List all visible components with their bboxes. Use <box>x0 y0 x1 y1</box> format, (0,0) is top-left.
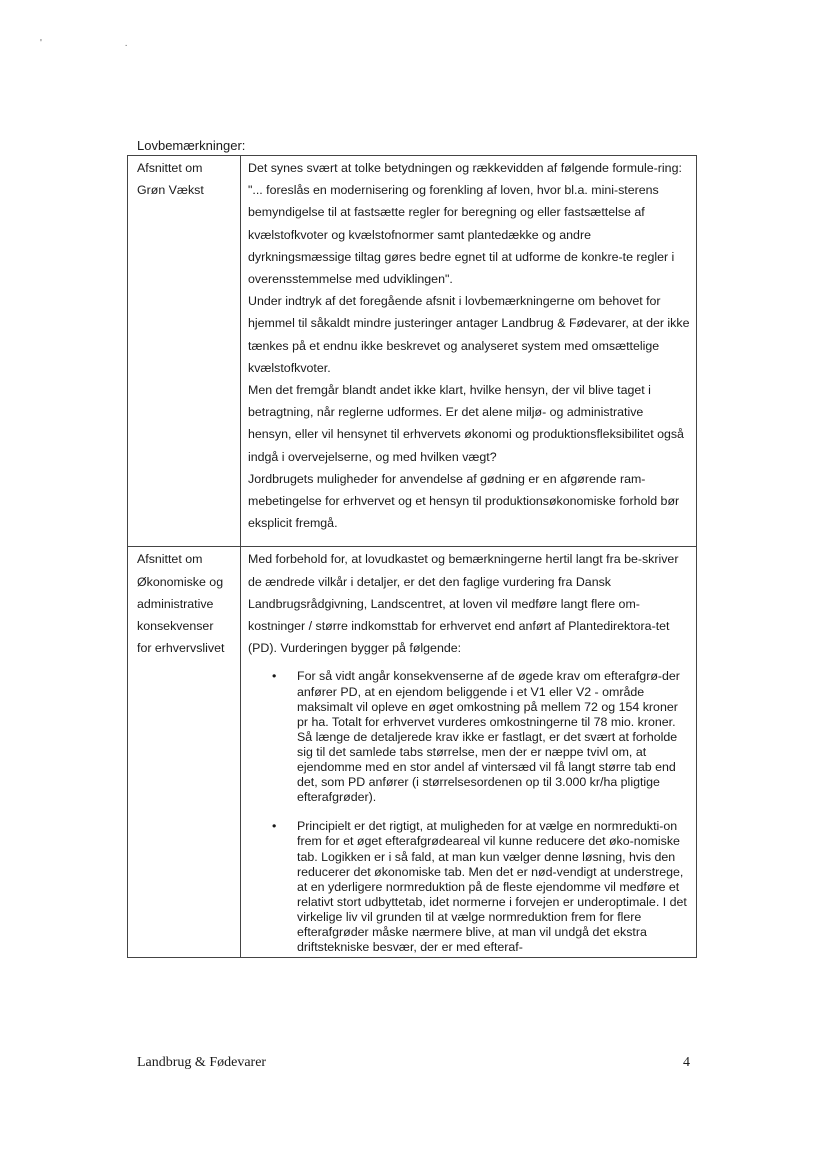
row-label-line: konsekvenser <box>137 619 214 634</box>
row-label-cell <box>128 547 241 958</box>
body-paragraph: Det synes svært at tolke betydningen og rækkevidden af følgende formule-ring: "... foreslås en modernisering og forenkling af loven, hvor bl.a. mini-sterens bemyndigelse til at fastsætte regler for beregning og eller fastsættelse af kvælstofkvoter og kvælstofnormer samt plantedække og andre dyrkningsmæssige tiltag gøres bedre egnet til at udforme de konkre-te regler i overensstemmelse med udviklingen". <box>248 161 682 287</box>
row-label-line: administrative <box>137 596 214 611</box>
bullet-icon: • <box>272 669 277 684</box>
scan-speck-marks: ' . <box>40 38 168 49</box>
row-label-line: Afsnittet om <box>137 552 203 567</box>
row-body-cell <box>241 156 697 547</box>
list-item <box>272 819 690 955</box>
table-row <box>128 547 697 958</box>
list-item-text: For så vidt angår konsekvenserne af de øgede krav om efterafgrø-der anfører PD, at en ejendom beliggende i et V1 eller V2 - område maksimalt vil opleve en øget omkostning på mellem 72 og 154 kroner pr ha. Totalt for erhvervet vurderes omkostningerne til 78 mio. kroner. Så længe de detaljerede krav ikke er fastlagt, er det svært at forholde sig til det samlede tabs størrelse, men der er næppe tvivl om, at ejendomme med en stor andel af vintersæd vil få langt større tab end det, som PD anfører (i størrelsesordenen op til 3.000 kr/ha pligtige efterafgrøder). <box>297 669 680 805</box>
list-item <box>272 669 690 805</box>
row-label-line: Økonomiske og <box>137 574 224 589</box>
row-label-line: Grøn Vækst <box>137 183 204 198</box>
list-item-text: Principielt er det rigtigt, at muligheden for at vælge en normredukti-on frem for et øget efterafgrødeareal vil kunne reducere det øko-nomiske tab. Logikken er i så fald, at man kun vælger denne løsning, hvis den reducerer det økonomiske tab. Men det er nød-vendigt at understrege, at en yderligere normreduktion på de fleste ejendomme vil medføre et relativt stort udbyttetab, idet normerne i forvejen er underoptimale. I det virkelige liv vil grunden til at vælge normreduktion frem for flere efterafgrøder måske nærmere blive, at man vil undgå det ekstra driftstekniske besvær, der er med efteraf- <box>297 819 687 955</box>
row-label-cell <box>128 156 241 547</box>
body-paragraph: Med forbehold for, at lovudkastet og bemærkningerne hertil langt fra be-skriver de ændrede vilkår i detaljer, er det den faglige vurdering fra Dansk Landbrugsrådgivning, Landscentret, at loven vil medføre langt flere om-kostninger / større indkomsttab for erhvervet end anført af Plantedirektora-tet (PD). Vurderingen bygger på følgende: <box>248 552 679 656</box>
bullet-icon: • <box>272 819 277 834</box>
footer-organization: Landbrug & Fødevarer <box>137 1055 267 1070</box>
body-paragraph: Men det fremgår blandt andet ikke klart, hvilke hensyn, der vil blive taget i betragtning, når reglerne udformes. Er det alene miljø- og administrative hensyn, eller vil hensynet til erhvervets økonomi og produktionsfleksibilitet også indgå i overvejelserne, og med hvilken vægt? <box>248 383 684 464</box>
bullet-list <box>248 669 690 955</box>
section-heading: Lovbemærkninger: <box>137 138 246 153</box>
remarks-table <box>127 155 697 958</box>
page-number: 4 <box>683 1055 690 1070</box>
body-paragraph: Under indtryk af det foregående afsnit i lovbemærkningerne om behovet for hjemmel til såkaldt mindre justeringer antager Landbrug & Fødevarer, at der ikke tænkes på et endnu ikke beskrevet og analyseret system med omsættelige kvælstofkvoter. <box>248 294 690 375</box>
table-row <box>128 156 697 547</box>
row-body-cell <box>241 547 697 958</box>
row-label-line: for erhvervslivet <box>137 641 225 656</box>
body-paragraph: Jordbrugets muligheder for anvendelse af gødning er en afgørende ram-mebetingelse for erhvervet og et hensyn til produktionsøkonomiske forhold bør eksplicit fremgå. <box>248 471 680 531</box>
row-label-line: Afsnittet om <box>137 161 203 175</box>
